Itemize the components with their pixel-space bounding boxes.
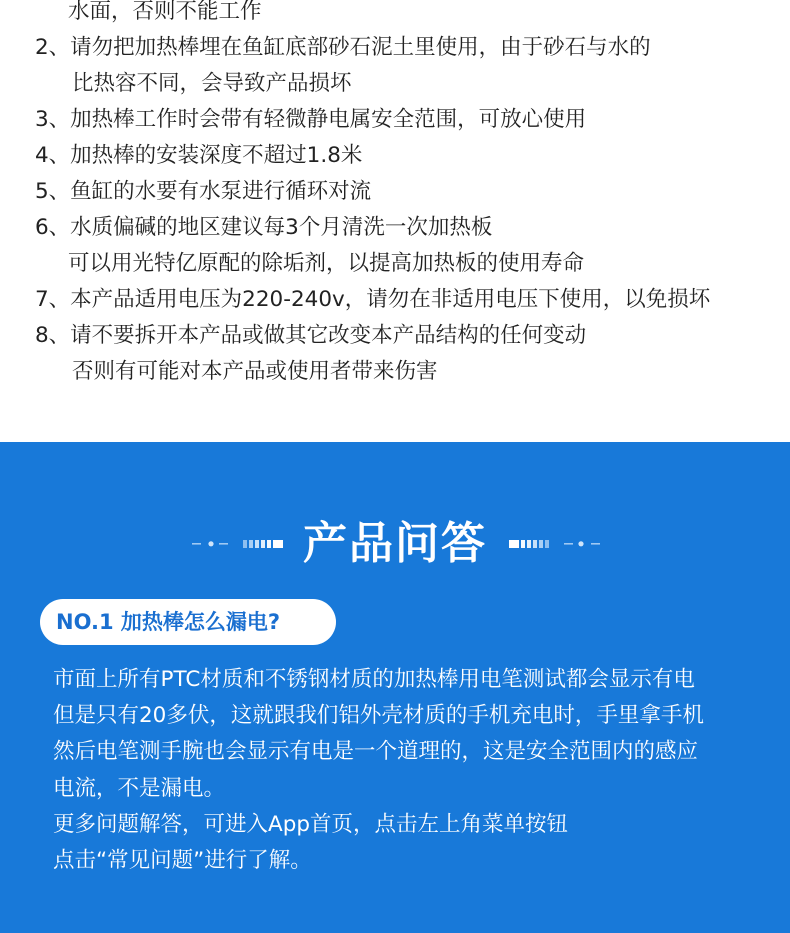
answer-line: 点击“常见问题”进行了解。 <box>53 848 312 874</box>
note-line: 水面，否则不能工作 <box>68 0 262 24</box>
question-text: NO.1 加热棒怎么漏电? <box>56 610 281 634</box>
note-line: 可以用光特亿原配的除垢剂，以提高加热板的使用寿命 <box>68 251 585 276</box>
answer-line: 更多问题解答，可进入App首页，点击左上角菜单按钮 <box>53 811 569 837</box>
answer-block <box>53 662 753 879</box>
question-pill <box>40 599 336 645</box>
answer-line: 市面上所有PTC材质和不锈钢材质的加热棒用电笔测试都会显示有电 <box>53 667 695 692</box>
note-line: 5、鱼缸的水要有水泵进行循环对流 <box>35 179 372 204</box>
note-line: 7、本产品适用电压为220-240v，请勿在非适用电压下使用，以免损坏 <box>35 287 711 312</box>
note-line: 2、请勿把加热棒埋在鱼缸底部砂石泥土里使用，由于砂石与水的 <box>35 35 651 60</box>
section-title: 产品问答 <box>303 518 487 569</box>
answer-line: 电流，不是漏电。 <box>53 775 226 801</box>
title-decoration-right-icon <box>506 539 600 549</box>
note-line: 6、水质偏碱的地区建议每3个月清洗一次加热板 <box>35 215 493 240</box>
note-line: 3、加热棒工作时会带有轻微静电属安全范围，可放心使用 <box>35 107 587 132</box>
answer-line: 然后电笔测手腕也会显示有电是一个道理的，这是安全范围内的感应 <box>53 739 699 765</box>
notes-section <box>0 0 790 442</box>
qa-section <box>0 442 790 933</box>
note-line: 比热容不同，会导致产品损坏 <box>72 71 352 96</box>
answer-line: 但是只有20多伏，这就跟我们铝外壳材质的手机充电时，手里拿手机 <box>53 703 704 729</box>
note-line: 否则有可能对本产品或使用者带来伤害 <box>72 359 438 384</box>
note-line: 4、加热棒的安装深度不超过1.8米 <box>35 143 363 168</box>
note-line: 8、请不要拆开本产品或做其它改变本产品结构的任何变动 <box>35 323 587 348</box>
